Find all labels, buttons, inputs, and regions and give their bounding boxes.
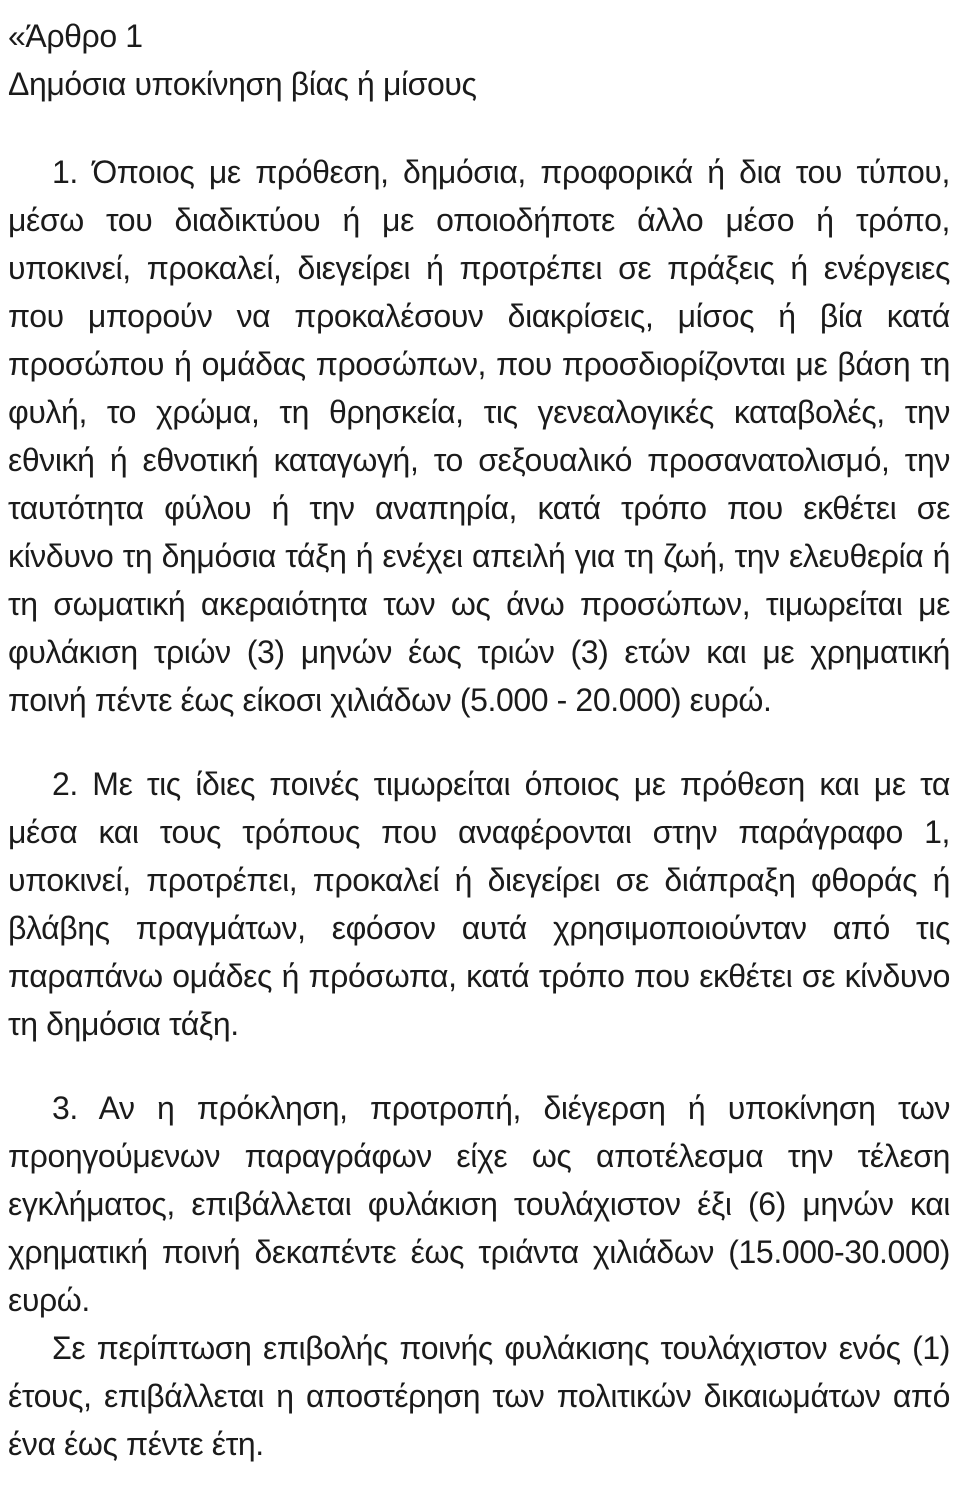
article-number: «Άρθρο 1: [8, 18, 143, 54]
article-title: Δημόσια υποκίνηση βίας ή μίσους: [8, 66, 477, 102]
article-paragraph-2: 2. Με τις ίδιες ποινές τιμωρείται όποιος με πρόθεση και με τα μέσα και τους τρόπους που αναφέρονται στην παράγραφο 1, υποκινεί, προτρέπει, προκαλεί ή διεγείρει σε διάπραξη φθοράς ή βλάβης πραγμάτων, εφόσον αυτά χρησιμοποιούνταν από τις παραπάνω ομάδες ή πρόσωπα, κατά τρόπο που εκθέτει σε κίνδυνο τη δημόσια τάξη.: [8, 766, 950, 1042]
article-paragraph-4: Σε περίπτωση επιβολής ποινής φυλάκισης τουλάχιστον ενός (1) έτους, επιβάλλεται η αποστέρηση των πολιτικών δικαιωμάτων από ένα έως πέντε έτη.: [8, 1330, 950, 1462]
article-heading: [8, 12, 950, 108]
article-paragraph-3: 3. Αν η πρόκληση, προτροπή, διέγερση ή υποκίνηση των προηγούμενων παραγράφων είχε ως αποτέλεσμα την τέλεση εγκλήματος, επιβάλλεται φυλάκιση τουλάχιστον έξι (6) μηνών και χρηματική ποινή δεκαπέντε έως τριάντα χιλιάδων (15.000-30.000) ευρώ.: [8, 1090, 950, 1318]
article-paragraph-1: 1. Όποιος με πρόθεση, δημόσια, προφορικά ή δια του τύπου, μέσω του διαδικτύου ή με οποιοδήποτε άλλο μέσο ή τρόπο, υποκινεί, προκαλεί, διεγείρει ή προτρέπει σε πράξεις ή ενέργειες που μπορούν να προκαλέσουν διακρίσεις, μίσος ή βία κατά προσώπου ή ομάδας προσώπων, που προσδιορίζονται με βάση τη φυλή, το χρώμα, τη θρησκεία, τις γενεαλογικές καταβολές, την εθνική ή εθνοτική καταγωγή, το σεξουαλικό προσανατολισμό, την ταυτότητα φύλου ή την αναπηρία, κατά τρόπο που εκθέτει σε κίνδυνο τη δημόσια τάξη ή ενέχει απειλή για τη ζωή, την ελευθερία ή τη σωματική ακεραιότητα των ως άνω προσώπων, τιμωρείται με φυλάκιση τριών (3) μηνών έως τριών (3) ετών και με χρηματική ποινή πέντε έως είκοσι χιλιάδων (5.000 - 20.000) ευρώ.: [8, 154, 950, 718]
